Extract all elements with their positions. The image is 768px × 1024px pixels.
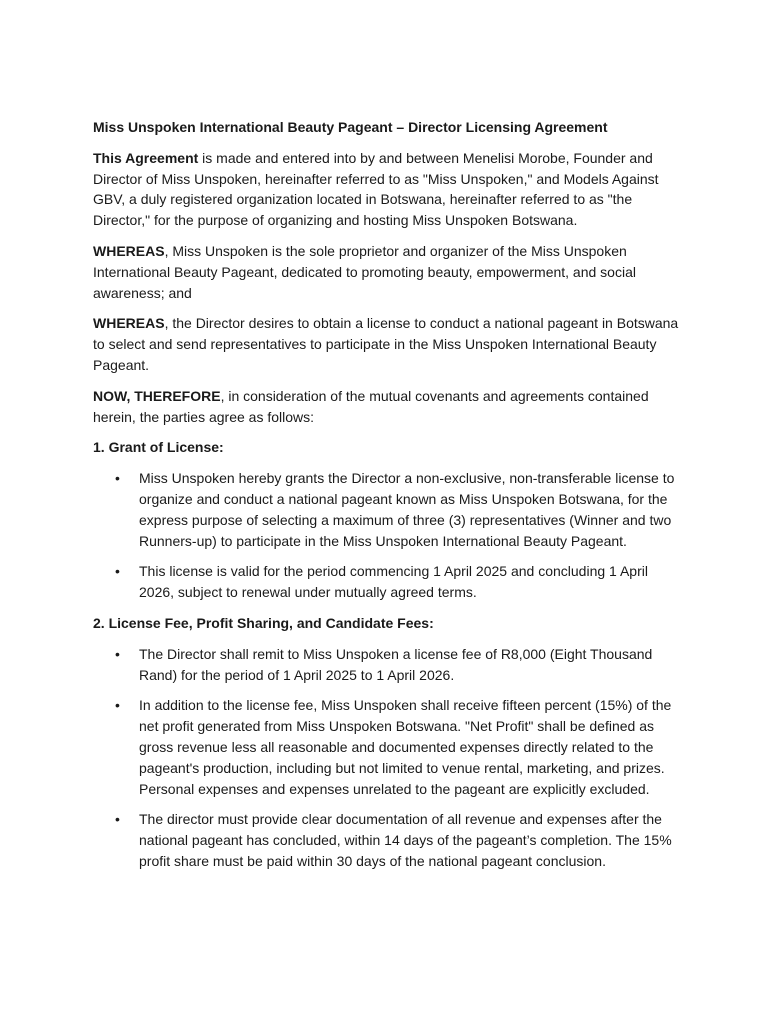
section-heading-grant-of-license: 1. Grant of License: [93, 439, 224, 456]
whereas-lead-2: WHEREAS [93, 315, 165, 332]
list-item [93, 809, 683, 871]
bullet-icon: • [115, 563, 120, 580]
intro-lead: This Agreement [93, 149, 199, 166]
therefore-paragraph [93, 386, 683, 428]
therefore-text: , in consideration of the mutual covenants and agreements contained herein, the parties agree as follows: [93, 387, 649, 425]
whereas-text-1: , Miss Unspoken is the sole proprietor and organizer of the Miss Unspoken International Beauty Pageant, dedicated to promoting beauty, empowerment, and social awareness; and [93, 242, 636, 301]
intro-paragraph [93, 148, 683, 231]
document-body [93, 117, 683, 882]
whereas-paragraph-2 [93, 313, 683, 375]
section-heading-license-fee: 2. License Fee, Profit Sharing, and Candidate Fees: [93, 614, 434, 631]
whereas-paragraph-1 [93, 241, 683, 303]
list-item-text: Miss Unspoken hereby grants the Director a non-exclusive, non-transferable license to organize and conduct a national pageant known as Miss Unspoken Botswana, for the express purpose of selecting a maximum of three (3) representatives (Winner and two Runners-up) to participate in the Miss Unspoken International Beauty Pageant. [139, 470, 675, 549]
list-item-text: The Director shall remit to Miss Unspoken a license fee of R8,000 (Eight Thousand Rand) for the period of 1 April 2025 to 1 April 2026. [139, 645, 653, 683]
list-item [93, 468, 683, 551]
bullet-icon: • [115, 811, 120, 828]
list-item-text: This license is valid for the period commencing 1 April 2025 and concluding 1 April 2026, subject to renewal under mutually agreed terms. [139, 563, 648, 601]
document-title: Miss Unspoken International Beauty Pageant – Director Licensing Agreement [93, 119, 608, 135]
bullet-icon: • [115, 645, 120, 662]
bullet-icon: • [115, 697, 120, 714]
bullet-icon: • [115, 470, 120, 487]
intro-text: is made and entered into by and between Menelisi Morobe, Founder and Director of Miss Unspoken, hereinafter referred to as "Miss Unspoken," and Models Against GBV, a duly registered organization located in Botswana, hereinafter referred to as "the Director," for the purpose of organizing and hosting Miss Unspoken Botswana. [93, 149, 659, 229]
list-item [93, 561, 683, 603]
section-2-list [93, 644, 683, 872]
section-1-list [93, 468, 683, 603]
therefore-lead: NOW, THEREFORE [93, 387, 221, 404]
list-item [93, 695, 683, 799]
list-item [93, 644, 683, 686]
list-item-text: In addition to the license fee, Miss Unspoken shall receive fifteen percent (15%) of the net profit generated from Miss Unspoken Botswana. "Net Profit" shall be defined as gross revenue less all reasonable and documented expenses directly related to the pageant's production, including but not limited to venue rental, marketing, and prizes. Personal expenses and expenses unrelated to the pageant are explicitly excluded. [139, 697, 672, 797]
whereas-text-2: , the Director desires to obtain a license to conduct a national pageant in Botswana to select and send representatives to participate in the Miss Unspoken International Beauty Pageant. [93, 315, 679, 373]
whereas-lead-1: WHEREAS [93, 242, 165, 259]
list-item-text: The director must provide clear documentation of all revenue and expenses after the national pageant has concluded, within 14 days of the pageant’s completion. The 15% profit share must be paid within 30 days of the national pageant conclusion. [139, 811, 672, 869]
